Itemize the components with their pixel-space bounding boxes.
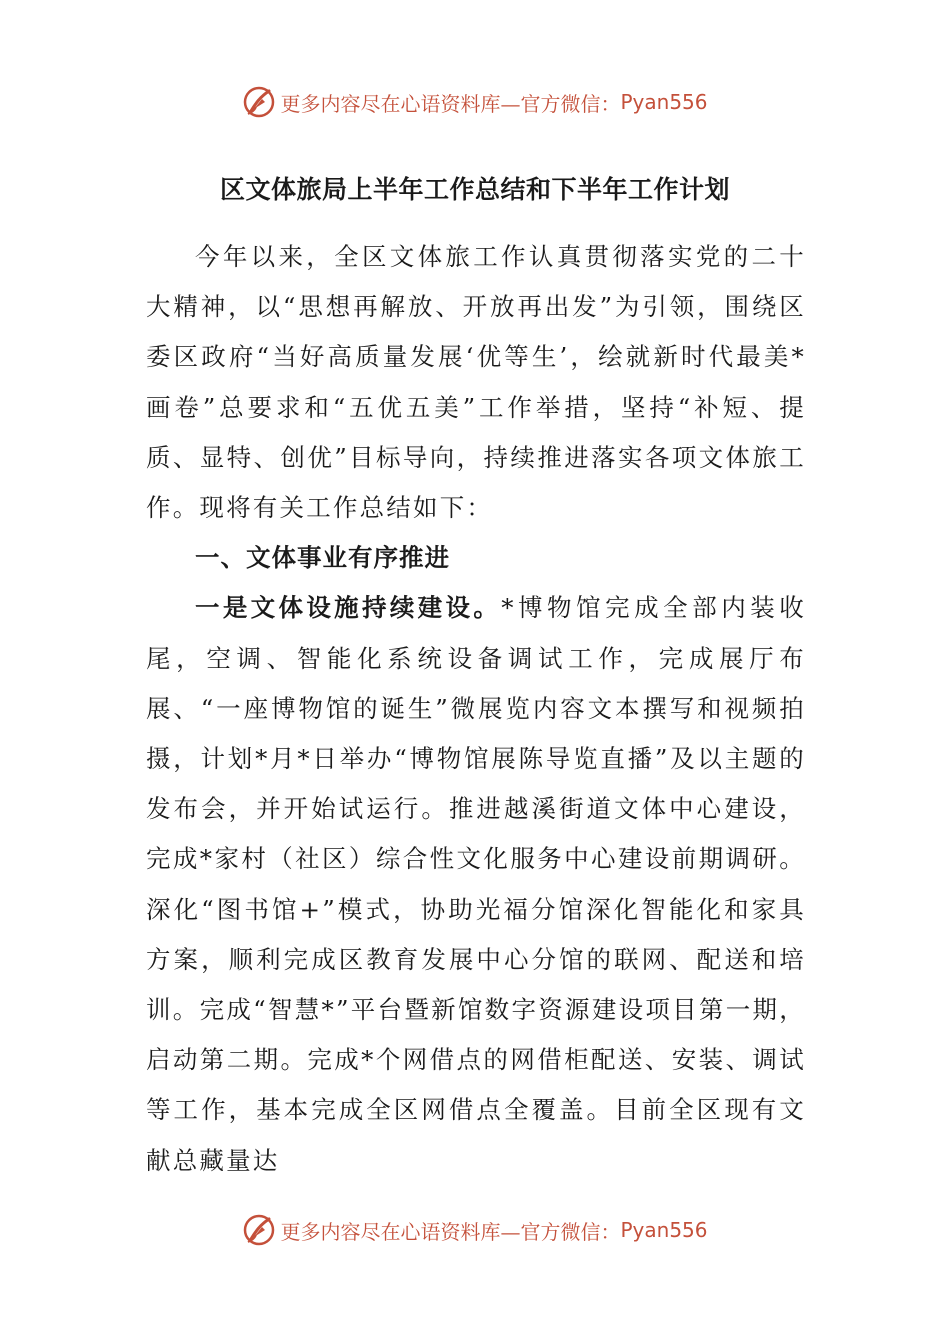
banner-slogan: 更多内容尽在心语资料库—官方微信： [280,1219,621,1244]
document-title: 区文体旅局上半年工作总结和下半年工作计划 [219,175,730,204]
paragraph-lead: 一是文体设施持续建设。 [195,593,502,623]
banner-text [280,88,707,117]
section-heading: 一、文体事业有序推进 [195,543,450,573]
paragraph-text: *博物馆完成全部内装收尾，空调、智能化系统设备调试工作，完成展厅布展、“一座博物馆的诞生”微展览内容文本撰写和视频拍摄，计划*月*日举办“博物馆展陈导览直播”及以主题的发布会，并开始试运行。推进越溪街道文体中心建设，完成*家村（社区）综合性文化服务中心建设前期调研。深化“图书馆+”模式，协助光福分馆深化智能化和家具方案，顺利完成区教育发展中心分馆的联网、配送和培训。完成“智慧*”平台暨新馆数字资源建设项目第一期，启动第二期。完成*个网借点的网借柜配送、安装、调试等工作，基本完成全区网借点全覆盖。目前全区现有文献总藏量达 [146,593,807,1175]
banner-slogan: 更多内容尽在心语资料库—官方微信： [280,91,621,116]
pen-logo-icon [242,1213,276,1247]
banner-account: Pyan556 [620,90,708,114]
document-body [146,232,806,1186]
intro-paragraph: 今年以来，全区文体旅工作认真贯彻落实党的二十大精神，以“思想再解放、开放再出发”为引领，围绕区委区政府“当好高质量发展‘优等生’，绘就新时代最美*画卷”总要求和“五优五美”工作举措，坚持“补短、提质、显特、创优”目标导向，持续推进落实各项文体旅工作。现将有关工作总结如下： [146,242,806,523]
pen-logo-icon [242,85,276,119]
banner-account: Pyan556 [620,1218,708,1242]
facilities-paragraph [146,583,806,1185]
header-banner [0,82,950,122]
banner-text [280,1216,707,1245]
footer-banner [0,1210,950,1250]
